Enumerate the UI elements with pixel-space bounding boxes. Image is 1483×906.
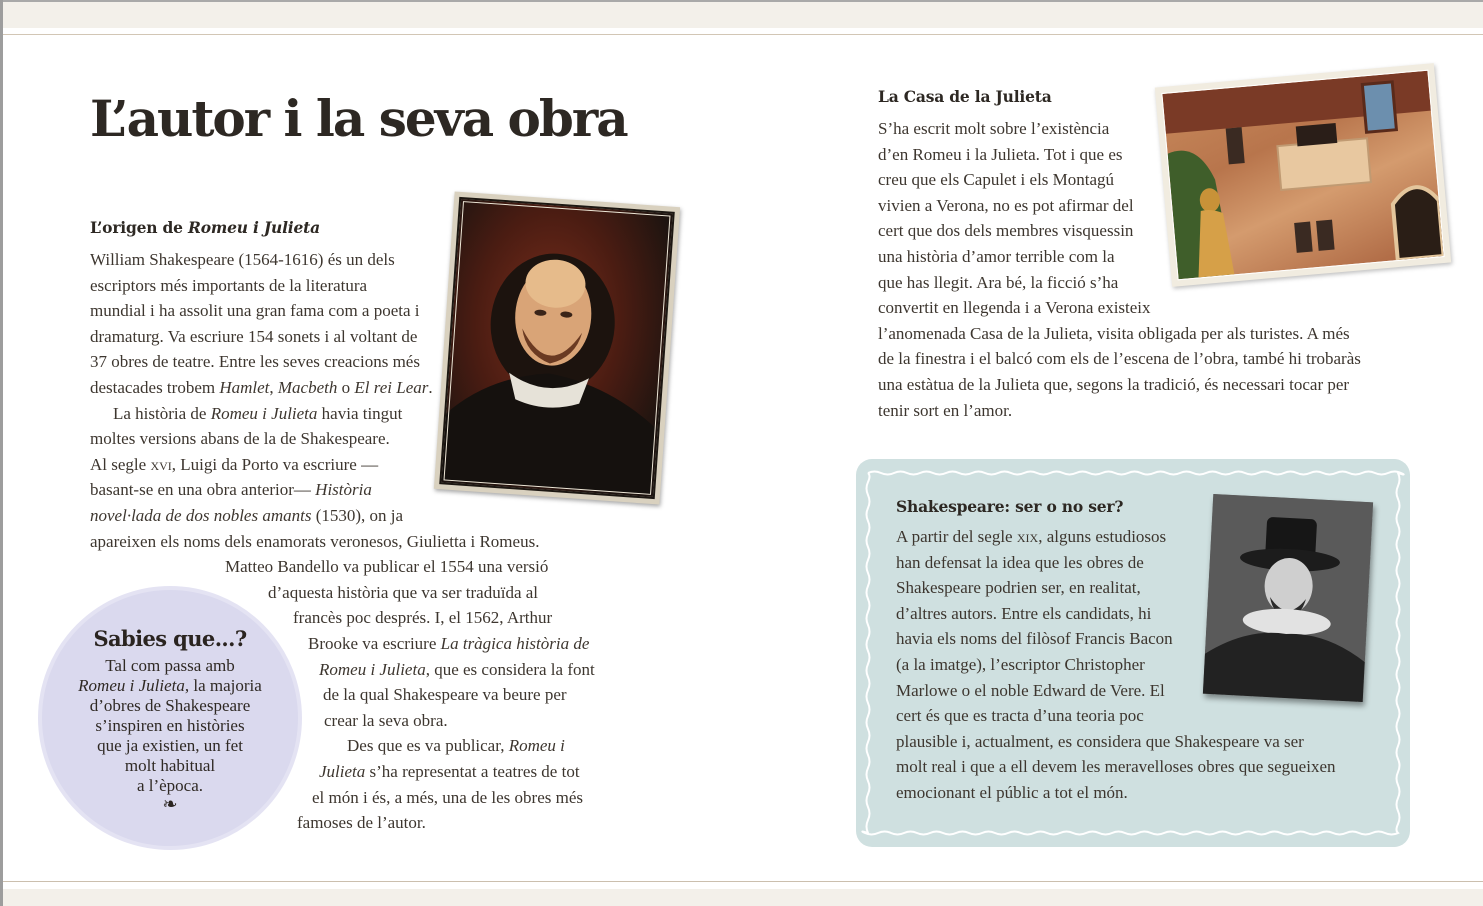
- text-run: Julieta: [319, 762, 366, 781]
- text-run: moltes versions abans de la de Shakespeare.: [90, 429, 390, 449]
- fact-text-line: [42, 756, 298, 776]
- origin-heading-prefix: L’origen de: [90, 218, 189, 237]
- text-run: d’aquesta història que va ser traduïda al: [268, 582, 539, 602]
- text-run: plausible i, actualment, es considera que Shakespeare va ser: [896, 731, 1304, 751]
- text-run: havia tingut: [317, 403, 403, 423]
- text-run: crear la seva obra.: [324, 710, 448, 730]
- casa-text-line: [878, 346, 1361, 372]
- fact-title: Sabies que...?: [93, 626, 247, 651]
- text-run: molt real i que a ell devem les meravelloses obres que segueixen: [896, 757, 1336, 777]
- authorship-text-line: [896, 703, 1144, 729]
- fact-text-line: [42, 776, 298, 796]
- text-run: s’ha representat a teatres de tot: [365, 762, 580, 781]
- casa-text-line: [878, 116, 1109, 142]
- authorship-text-line: [896, 678, 1165, 704]
- origin-text-line: [90, 452, 378, 478]
- shakespeare-illustration: [441, 199, 670, 495]
- text-run: Romeu i Julieta: [78, 676, 185, 695]
- text-run: (1530), on ja: [311, 506, 404, 525]
- origin-text-line: [90, 273, 367, 299]
- text-run: d’obres de Shakespeare: [89, 696, 251, 715]
- text-run: s’inspiren en històries: [95, 716, 245, 735]
- text-run: Brooke va escriure: [308, 634, 441, 653]
- origin-text-line: [293, 605, 552, 631]
- text-run: .: [428, 378, 433, 397]
- authorship-text-line: [896, 754, 1336, 780]
- text-run: , Luigi da Porto va escriure —: [171, 454, 379, 474]
- origin-text-line: [90, 375, 433, 401]
- julieta-house-image: [1161, 70, 1444, 281]
- origin-text-line: [319, 759, 580, 785]
- casa-text-line: [878, 218, 1133, 244]
- text-run: Macbeth: [277, 378, 338, 397]
- text-run: vivien a Verona, no es pot afirmar del: [878, 195, 1134, 215]
- text-run: La tràgica història de: [440, 634, 590, 653]
- origin-text-line: [312, 785, 583, 811]
- text-run: han defensat la idea que les obres de: [896, 552, 1144, 572]
- text-run: 37 obres de teatre. Entre les seves creacions més: [90, 352, 420, 372]
- fact-text-line: [42, 736, 298, 756]
- page-top-rule: [3, 34, 1483, 35]
- text-run: basant-se en una obra anterior—: [90, 480, 316, 500]
- text-run: Des que es va publicar,: [347, 736, 509, 756]
- text-run: una estàtua de la Julieta que, segons la tradició, és necessari tocar per: [878, 375, 1350, 394]
- julieta-house-photo: [1155, 63, 1451, 287]
- fact-circle: [38, 586, 302, 850]
- casa-text-line: [878, 295, 1151, 321]
- text-run: Shakespeare podrien ser, en realitat,: [896, 578, 1141, 598]
- shakespeare-portrait-image: [439, 197, 675, 499]
- text-run: La història de: [113, 403, 211, 423]
- text-run: destacades trobem: [90, 378, 220, 397]
- origin-text-line: [90, 247, 395, 273]
- origin-text-line: [90, 324, 417, 350]
- text-run: S’ha escrit molt sobre l’existència: [878, 119, 1110, 138]
- origin-text-line: [268, 580, 538, 606]
- text-run: Matteo Bandello va publicar el 1554 una versió: [225, 557, 549, 577]
- page-title: L’autor i la seva obra: [90, 89, 627, 148]
- casa-text-line: [878, 142, 1122, 168]
- text-run: ,: [269, 378, 278, 397]
- text-run: d’altres autors. Entre els candidats, hi: [896, 603, 1152, 623]
- text-run: de la finestra i el balcó com els de l’escena de l’obra, també hi trobaràs: [878, 349, 1361, 369]
- origin-text-line: [90, 529, 539, 555]
- authorship-text-line: [896, 575, 1141, 601]
- casa-text-line: [878, 193, 1134, 219]
- fact-text-line: [42, 656, 298, 676]
- origin-text-line: [113, 401, 402, 427]
- text-run: l’anomenada Casa de la Julieta, visita obligada per als turistes. A més: [878, 323, 1350, 343]
- authorship-text-line: [896, 601, 1151, 627]
- shakespeare-portrait: [434, 191, 680, 504]
- casa-heading: La Casa de la Julieta: [878, 87, 1052, 106]
- text-run: famoses de l’autor.: [297, 813, 426, 833]
- origin-text-line: [347, 733, 565, 759]
- origin-text-line: [308, 631, 589, 657]
- origin-heading: [90, 218, 320, 237]
- text-run: tenir sort en l’amor.: [878, 400, 1013, 420]
- text-run: novel·lada de dos nobles amants: [90, 506, 312, 525]
- text-run: Romeu i Julieta: [210, 403, 318, 423]
- text-run: que has llegit. Ara bé, la ficció s’ha: [878, 272, 1119, 292]
- text-run: Història: [315, 480, 372, 500]
- text-run: el món i és, a més, una de les obres més: [312, 787, 583, 807]
- text-run: , la majoria: [184, 676, 262, 695]
- origin-text-line: [324, 708, 448, 734]
- casa-text-line: [878, 321, 1350, 347]
- authorship-text-line: [896, 524, 1166, 550]
- text-run: Al segle: [90, 454, 151, 474]
- authorship-text-line: [896, 780, 1128, 806]
- text-run: (a la imatge), l’escriptor Christopher: [896, 655, 1145, 674]
- origin-text-line: [297, 810, 426, 836]
- fleuron-icon: ❧: [162, 794, 178, 815]
- text-run: a l’època.: [136, 776, 204, 795]
- text-run: , alguns estudiosos: [1038, 527, 1167, 546]
- francis-bacon-portrait: [1203, 494, 1373, 702]
- text-run: xix: [1016, 527, 1039, 546]
- authorship-text-line: [896, 729, 1304, 755]
- origin-text-line: [90, 298, 420, 324]
- page-top-band: [3, 2, 1483, 28]
- authorship-text-line: [896, 626, 1173, 652]
- casa-text-line: [878, 244, 1115, 270]
- text-run: Tal com passa amb: [105, 656, 235, 675]
- window-left-edge: [0, 0, 3, 906]
- text-run: A partir del segle: [896, 527, 1017, 546]
- text-run: apareixen els noms dels enamorats veronesos, Giulietta i Romeus.: [90, 531, 540, 551]
- casa-text-line: [878, 270, 1118, 296]
- text-run: El rei Lear: [354, 378, 429, 397]
- origin-text-line: [319, 657, 595, 683]
- text-run: molt habitual: [124, 756, 216, 775]
- authorship-text-line: [896, 550, 1144, 576]
- origin-text-line: [225, 554, 548, 580]
- text-run: de la qual Shakespeare va beure per: [323, 685, 567, 705]
- casa-text-line: [878, 398, 1012, 424]
- text-run: d’en Romeu i la Julieta. Tot i que es: [878, 144, 1123, 164]
- fact-text-line: [42, 676, 298, 696]
- casa-text-line: [878, 167, 1114, 193]
- julieta-illustration: [1162, 71, 1443, 279]
- text-run: convertit en llegenda i a Verona existeix: [878, 298, 1151, 318]
- text-run: Romeu i: [508, 736, 565, 756]
- text-run: cert és que es tracta d’una teoria poc: [896, 706, 1144, 726]
- origin-text-line: [323, 682, 567, 708]
- text-run: Hamlet: [219, 378, 270, 397]
- text-run: mundial i ha assolit una gran fama com a poeta i: [90, 301, 420, 321]
- origin-heading-italic: Romeu i Julieta: [188, 218, 320, 237]
- text-run: creu que els Capulet i els Montagú: [878, 170, 1115, 190]
- origin-text-line: [90, 503, 403, 529]
- text-run: xvi: [150, 454, 172, 474]
- text-run: francès poc després. I, el 1562, Arthur: [293, 608, 553, 628]
- text-run: emocionant el públic a tot el món.: [896, 783, 1128, 802]
- origin-text-line: [90, 477, 372, 503]
- origin-text-line: [90, 349, 420, 375]
- page-bottom-band: [3, 889, 1483, 906]
- fact-text-line: [42, 716, 298, 736]
- text-run: Romeu i Julieta: [319, 659, 426, 679]
- text-run: , que es considera la font: [425, 659, 595, 679]
- text-run: dramaturg. Va escriure 154 sonets i al voltant de: [90, 326, 418, 346]
- text-run: havia els noms del filòsof Francis Bacon: [896, 629, 1173, 649]
- text-run: una història d’amor terrible com la: [878, 247, 1115, 266]
- text-run: que ja existien, un fet: [97, 736, 243, 755]
- page-bottom-rule: [3, 881, 1483, 882]
- fact-text-line: [42, 696, 298, 716]
- authorship-text-line: [896, 652, 1145, 678]
- authorship-heading: Shakespeare: ser o no ser?: [896, 497, 1124, 516]
- text-run: William Shakespeare (1564-1616) és un dels: [90, 250, 395, 269]
- text-run: cert que dos dels membres visquessin: [878, 221, 1134, 241]
- text-run: Marlowe o el noble Edward de Vere. El: [896, 680, 1165, 700]
- text-run: o: [337, 378, 355, 397]
- text-run: escriptors més importants de la literatura: [90, 275, 368, 295]
- origin-text-line: [90, 426, 390, 452]
- casa-text-line: [878, 372, 1349, 398]
- fact-body: [42, 656, 298, 796]
- bacon-illustration: [1203, 494, 1373, 702]
